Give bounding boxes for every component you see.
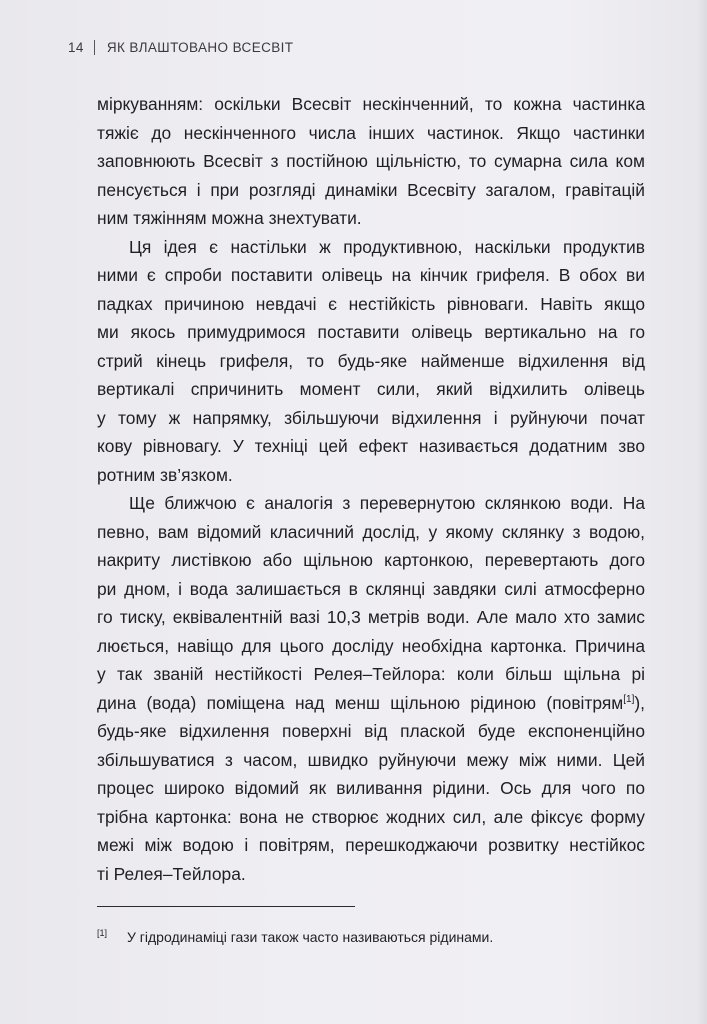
text-line-body: дина (вода) поміщена над менш щільною рідиною (повітрям xyxy=(97,692,624,713)
text-line: ними є спроби поставити олівець на кінчик грифеля. В обох ви xyxy=(97,265,645,285)
footnote-divider xyxy=(97,906,355,907)
text-line: у тому ж напрямку, збільшуючи відхилення і руйнуючи почат xyxy=(97,407,645,428)
text-line: трібна картонка: вона не створює жодних сил, але фіксує форму xyxy=(97,806,645,827)
text-line: у так званій нестійкості Релея–Тейлора: коли більш щільна рі xyxy=(97,664,645,684)
text-line: стрий кінець грифеля, то будь-яке найменше відхилення від xyxy=(97,350,645,371)
text-line: ми якось примудримося поставити олівець вертикально на го xyxy=(97,322,645,342)
body-text xyxy=(97,90,645,888)
text-line: падках причиною невдачі є нестійкість рівноваги. Навіть якщо xyxy=(97,293,645,314)
text-line: ри дном, і вода залишається в склянці завдяки силі атмосферно xyxy=(97,578,645,599)
footnote-reference[interactable]: [1] xyxy=(623,693,635,705)
header-separator xyxy=(94,40,95,55)
footnote-text: У гідродинаміці гази також часто називаються рідинами. xyxy=(127,929,494,945)
text-line: збільшуватися з часом, швидко руйнуючи межу між ними. Цей xyxy=(97,749,645,770)
text-line: Ще ближчою є аналогія з перевернутою склянкою води. На xyxy=(129,493,645,513)
text-line: міркуванням: оскільки Всесвіт нескінченний, то кожна частинка xyxy=(97,94,645,114)
text-line: межі між водою і повітрям, перешкоджаючи розвитку нестійкос xyxy=(97,835,645,855)
text-line: ті Релея–Тейлора. xyxy=(97,863,246,884)
text-line: накриту листівкою або щільною картонкою, перевертають дого xyxy=(97,550,645,570)
running-head xyxy=(68,38,293,56)
footnote-mark: [1] xyxy=(97,928,108,939)
text-line: ротним зв’язком. xyxy=(97,464,233,485)
text-line: пенсується і при розгляді динаміки Всесвіту загалом, гравітацій xyxy=(97,179,645,200)
text-line: Ця ідея є настільки ж продуктивною, наскільки продуктив xyxy=(129,236,645,257)
text-line: кову рівновагу. У техніці цей ефект називається додатним зво xyxy=(97,436,645,456)
running-title: ЯК ВЛАШТОВАНО ВСЕСВІТ xyxy=(106,39,294,55)
text-line: будь-яке відхилення поверхні від плаской буде експоненційно xyxy=(97,721,645,741)
text-line: люється, навіщо для цього досліду необхідна картонка. Причина xyxy=(97,635,645,656)
text-line: го тиску, еквівалентній вазі 10,3 метрів води. Але мало хто замис xyxy=(97,607,645,627)
page-edge-shadow xyxy=(697,0,707,1024)
text-line: певно, вам відомий класичний дослід, у якому склянку з водою, xyxy=(97,521,645,542)
text-line: тяжіє до нескінченного числа інших частинок. Якщо частинки xyxy=(97,122,645,143)
footnote xyxy=(97,927,657,947)
text-line: вертикалі спричинить момент сили, який відхилить олівець xyxy=(97,379,645,399)
closing-paren: ) xyxy=(634,692,641,713)
text-line: заповнюють Всесвіт з постійною щільністю, то сумарна сила ком xyxy=(97,151,645,171)
text-line-with-footnote: дина (вода) поміщена над менш щільною рідиною (повітрям[1]), xyxy=(97,692,645,713)
page-number: 14 xyxy=(68,39,84,55)
text-line: процес широко відомий як виливання рідини. Ось для чого по xyxy=(97,778,645,798)
text-line: ним тяжінням можна знехтувати. xyxy=(97,208,362,228)
